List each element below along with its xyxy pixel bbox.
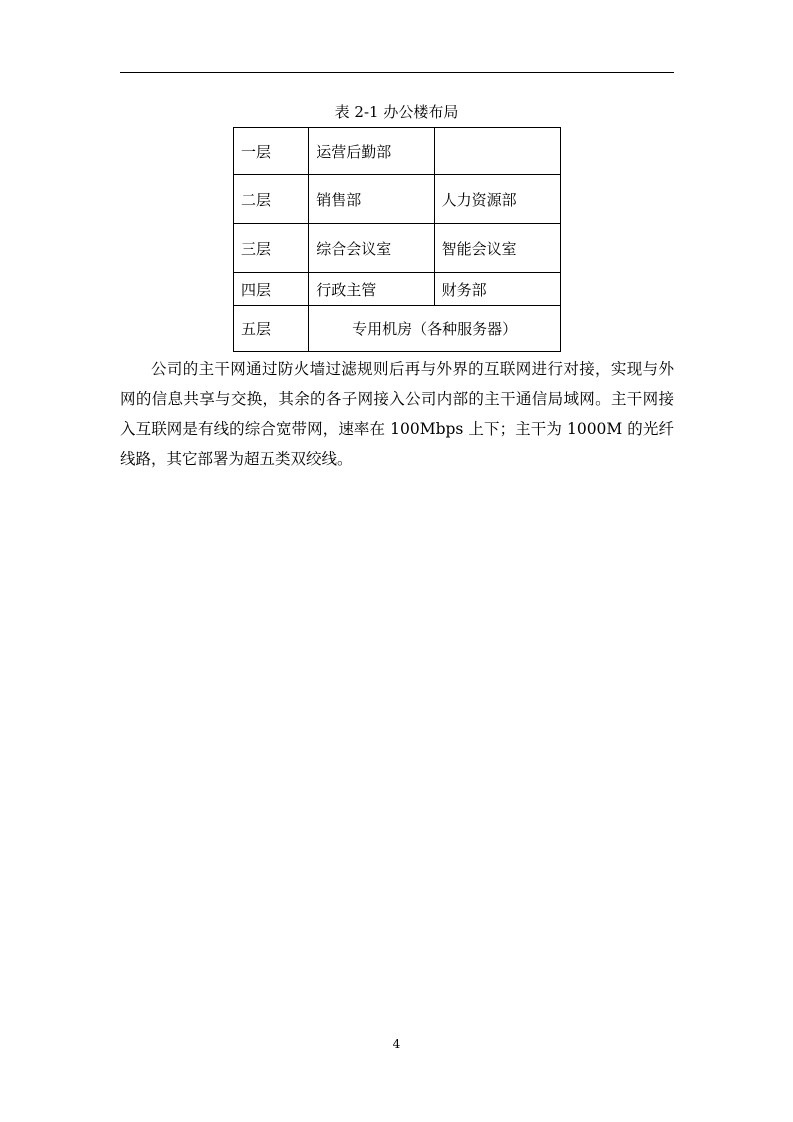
table-caption: 表 2-1 办公楼布局 (334, 103, 459, 121)
page-number: 4 (392, 1037, 401, 1051)
floor-cell: 一层 (234, 128, 309, 175)
floor-cell: 四层 (234, 273, 309, 306)
table-row (234, 128, 561, 175)
department-cell: 销售部 (309, 175, 434, 224)
department-cell: 行政主管 (309, 273, 434, 306)
department-cell (434, 128, 560, 175)
table-row (234, 306, 561, 352)
server-room-cell: 专用机房（各种服务器） (309, 306, 561, 352)
header-rule (120, 72, 674, 73)
table-row (234, 273, 561, 306)
body-paragraph: 公司的主干网通过防火墙过滤规则后再与外界的互联网进行对接，实现与外网的信息共享与交换，其余的各子网接入公司内部的主干通信局域网。主干网接入互联网是有线的综合宽带网，速率在 100Mbps 上下；主干为 1000M 的光纤线路，其它部署为超五类双绞线。 (120, 360, 674, 468)
floor-cell: 三层 (234, 224, 309, 273)
department-cell: 人力资源部 (434, 175, 560, 224)
floor-cell: 二层 (234, 175, 309, 224)
department-cell: 财务部 (434, 273, 560, 306)
floor-cell: 五层 (234, 306, 309, 352)
table-row (234, 175, 561, 224)
department-cell: 运营后勤部 (309, 128, 434, 175)
department-cell: 智能会议室 (434, 224, 560, 273)
office-layout-table (233, 127, 561, 352)
department-cell: 综合会议室 (309, 224, 434, 273)
table-row (234, 224, 561, 273)
